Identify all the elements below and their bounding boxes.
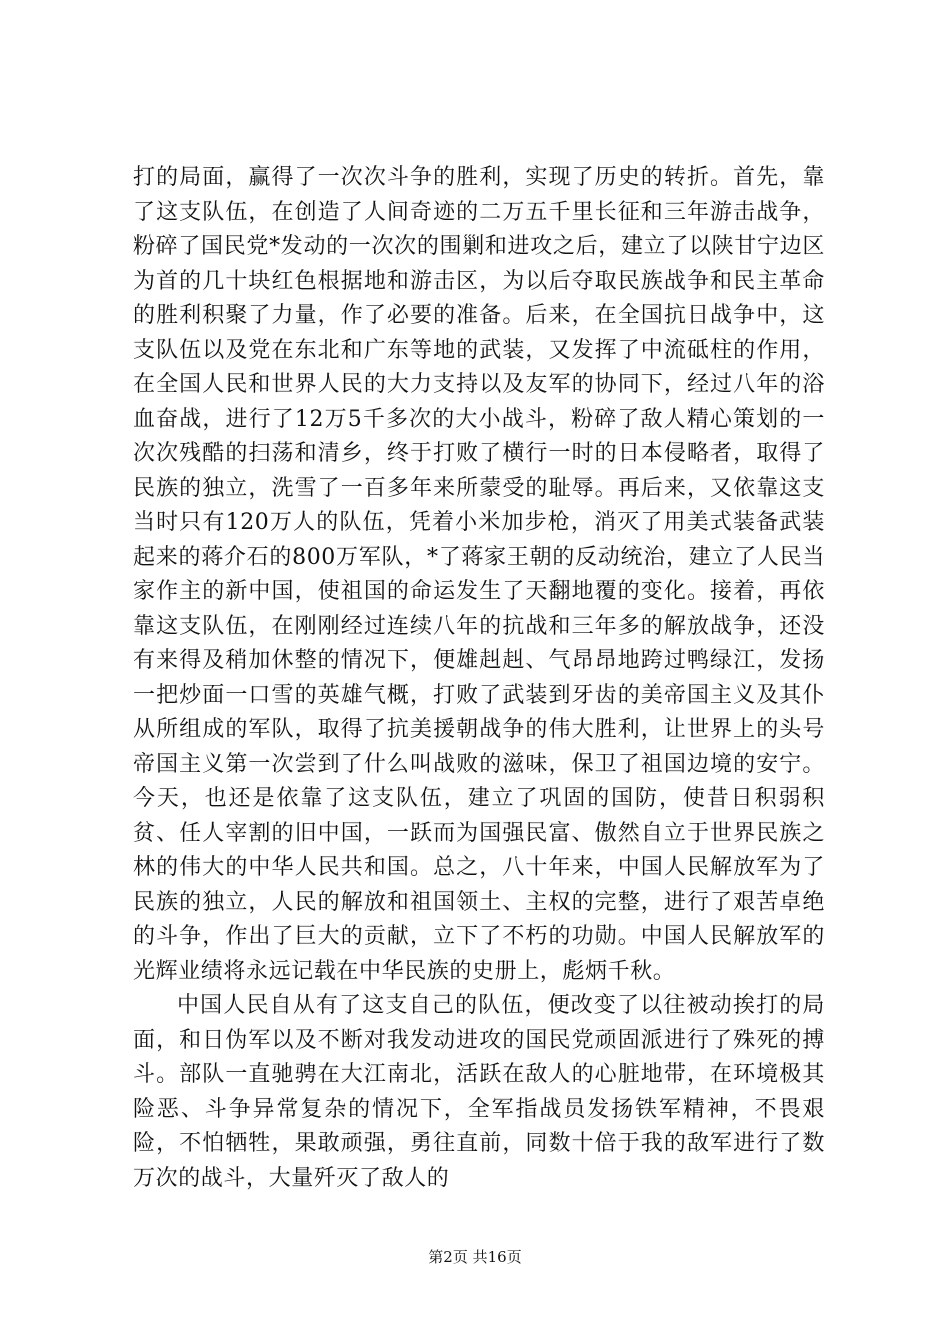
page-footer: 第2页 共16页 (428, 1248, 522, 1266)
body-text (133, 161, 825, 1196)
paragraph-2: 中国人民自从有了这支自己的队伍，便改变了以往被动挨打的局面，和日伪军以及不断对我发动进攻的国民党顽固派进行了殊死的搏斗。部队一直驰骋在大江南北，活跃在敌人的心脏地带，在环境极其险恶、斗争异常复杂的情况下，全军指战员发扬铁军精神，不畏艰险，不怕牺牲，果敢顽强，勇往直前，同数十倍于我的敌军进行了数万次的战斗，大量歼灭了敌人的 (133, 993, 825, 1191)
paragraph-1: 打的局面，赢得了一次次斗争的胜利，实现了历史的转折。首先，靠了这支队伍，在创造了人间奇迹的二万五千里长征和三年游击战争，粉碎了国民党*发动的一次次的围剿和进攻之后，建立了以陕甘宁边区为首的几十块红色根据地和游击区，为以后夺取民族战争和民主革命的胜利积聚了力量，作了必要的准备。后来，在全国抗日战争中，这支队伍以及党在东北和广东等地的武装，又发挥了中流砥柱的作用，在全国人民和世界人民的大力支持以及友军的协同下，经过八年的浴血奋战，进行了12万5千多次的大小战斗，粉碎了敌人精心策划的一次次残酷的扫荡和清乡，终于打败了横行一时的日本侵略者，取得了民族的独立，洗雪了一百多年来所蒙受的耻辱。再后来，又依靠这支当时只有120万人的队伍，凭着小米加步枪，消灭了用美式装备武装起来的蒋介石的800万军队，*了蒋家王朝的反动统治，建立了人民当家作主的新中国，使祖国的命运发生了天翻地覆的变化。接着，再依靠这支队伍，在刚刚经过连续八年的抗战和三年多的解放战争，还没有来得及稍加休整的情况下，便雄赳赳、气昂昂地跨过鸭绿江，发扬一把炒面一口雪的英雄气概，打败了武装到牙齿的美帝国主义及其仆从所组成的军队，取得了抗美援朝战争的伟大胜利，让世界上的头号帝国主义第一次尝到了什么叫战败的滋味，保卫了祖国边境的安宁。今天，也还是依靠了这支队伍，建立了巩固的国防，使昔日积弱积贫、任人宰割的旧中国，一跃而为国强民富、傲然自立于世界民族之林的伟大的中华人民共和国。总之，八十年来，中国人民解放军为了民族的独立，人民的解放和祖国领土、主权的完整，进行了艰苦卓绝的斗争，作出了巨大的贡献，立下了不朽的功勋。中国人民解放军的光辉业绩将永远记载在中华民族的史册上，彪炳千秋。 (133, 165, 825, 984)
